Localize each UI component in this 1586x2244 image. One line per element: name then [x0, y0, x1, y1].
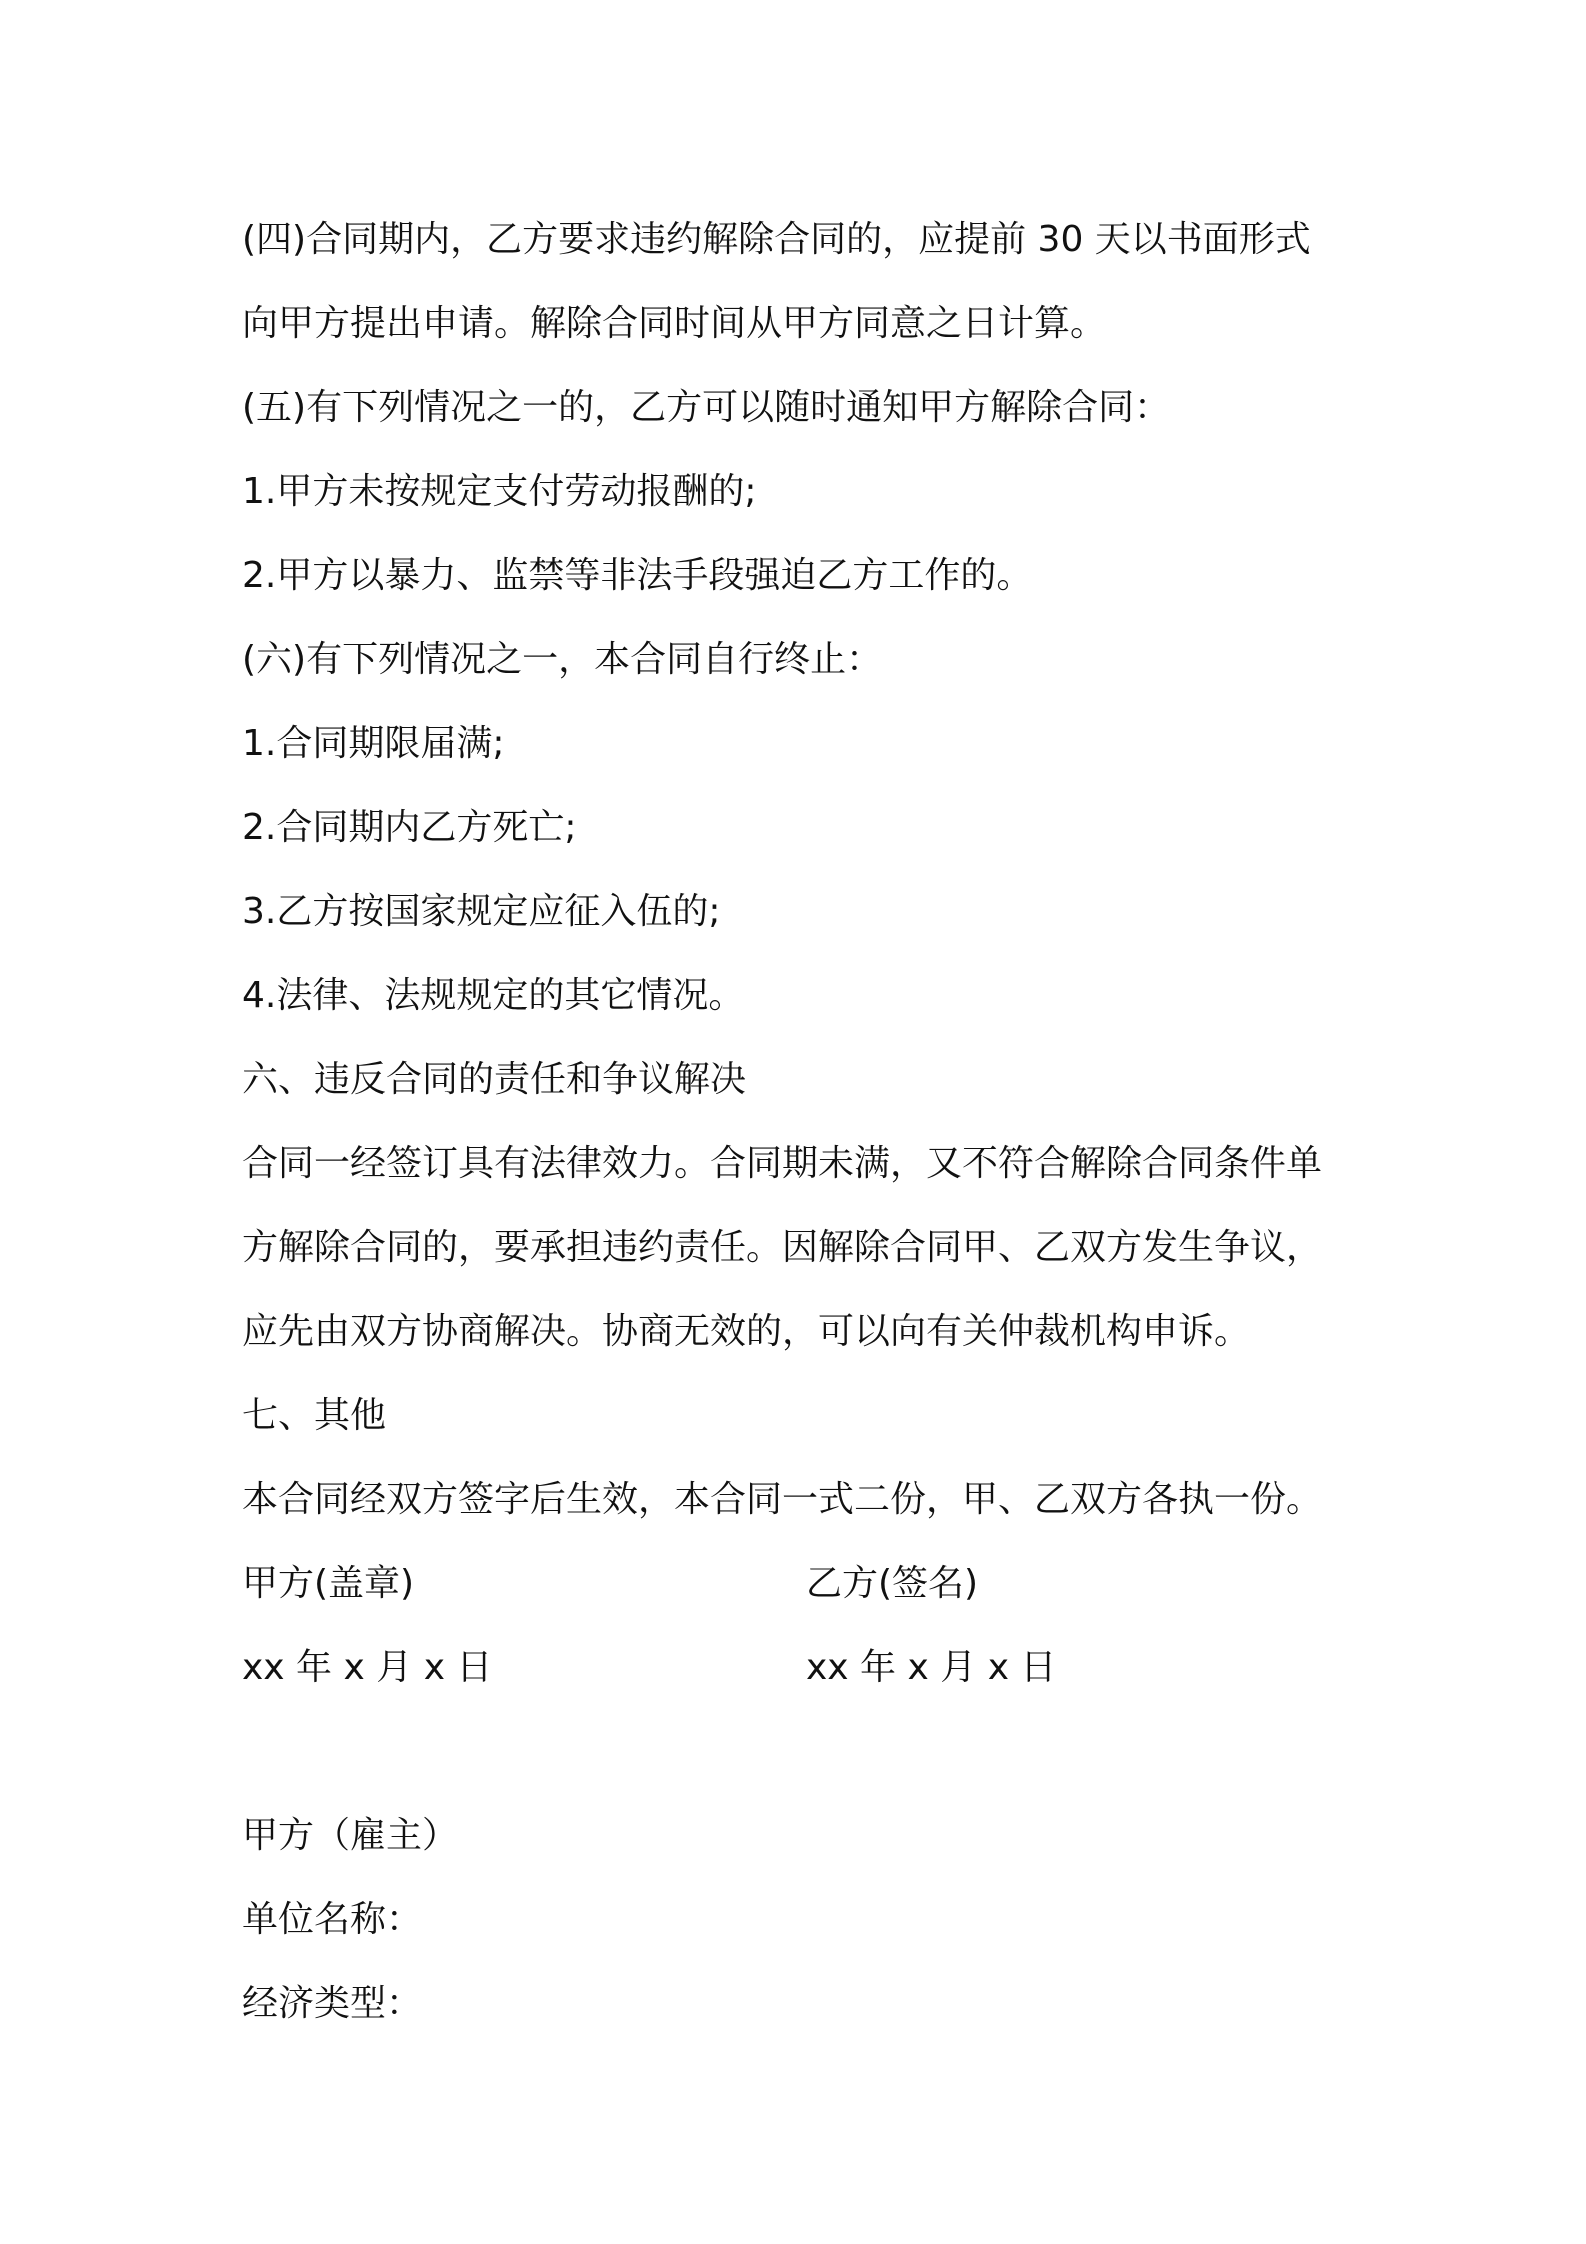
clause-5-item-2: 2.甲方以暴力、监禁等非法手段强迫乙方工作的。 [242, 555, 1033, 596]
clause-4-line-1: (四)合同期内，乙方要求违约解除合同的，应提前 30 天以书面形式 [242, 219, 1311, 260]
clause-6-item-4: 4.法律、法规规定的其它情况。 [242, 975, 745, 1016]
section-7-text: 本合同经双方签字后生效，本合同一式二份，甲、乙双方各执一份。 [242, 1479, 1323, 1520]
clause-5-item-1: 1.甲方未按规定支付劳动报酬的; [242, 471, 757, 512]
section-6-text-line-1: 合同一经签订具有法律效力。合同期未满，又不符合解除合同条件单 [242, 1143, 1323, 1184]
document-body [242, 198, 1362, 2046]
signature-label-row [242, 1542, 1362, 1626]
clause-5-heading: (五)有下列情况之一的，乙方可以随时通知甲方解除合同： [242, 387, 1171, 428]
party-b-sign-label: 乙方(签名) [806, 1563, 979, 1604]
party-b-date: xx 年 x 月 x 日 [806, 1647, 1057, 1688]
section-6-text-line-2: 方解除合同的，要承担违约责任。因解除合同甲、乙双方发生争议， [242, 1227, 1323, 1268]
clause-4-line-2: 向甲方提出申请。解除合同时间从甲方同意之日计算。 [242, 303, 1107, 344]
section-spacer [242, 1710, 1362, 1794]
section-7-title: 七、其他 [242, 1395, 387, 1436]
section-6-text-line-3: 应先由双方协商解决。协商无效的，可以向有关仲裁机构申诉。 [242, 1311, 1251, 1352]
party-a-date: xx 年 x 月 x 日 [242, 1647, 493, 1688]
unit-name-label: 单位名称： [242, 1899, 423, 1940]
party-a-seal-label: 甲方(盖章) [242, 1563, 415, 1604]
signature-date-row [242, 1626, 1362, 1710]
clause-6-item-3: 3.乙方按国家规定应征入伍的; [242, 891, 721, 932]
clause-6-item-1: 1.合同期限届满; [242, 723, 505, 764]
employer-title: 甲方（雇主） [242, 1815, 459, 1856]
section-6-title: 六、违反合同的责任和争议解决 [242, 1059, 747, 1100]
clause-6-item-2: 2.合同期内乙方死亡; [242, 807, 577, 848]
clause-6-heading: (六)有下列情况之一，本合同自行终止： [242, 639, 883, 680]
economic-type-label: 经济类型： [242, 1983, 423, 2024]
